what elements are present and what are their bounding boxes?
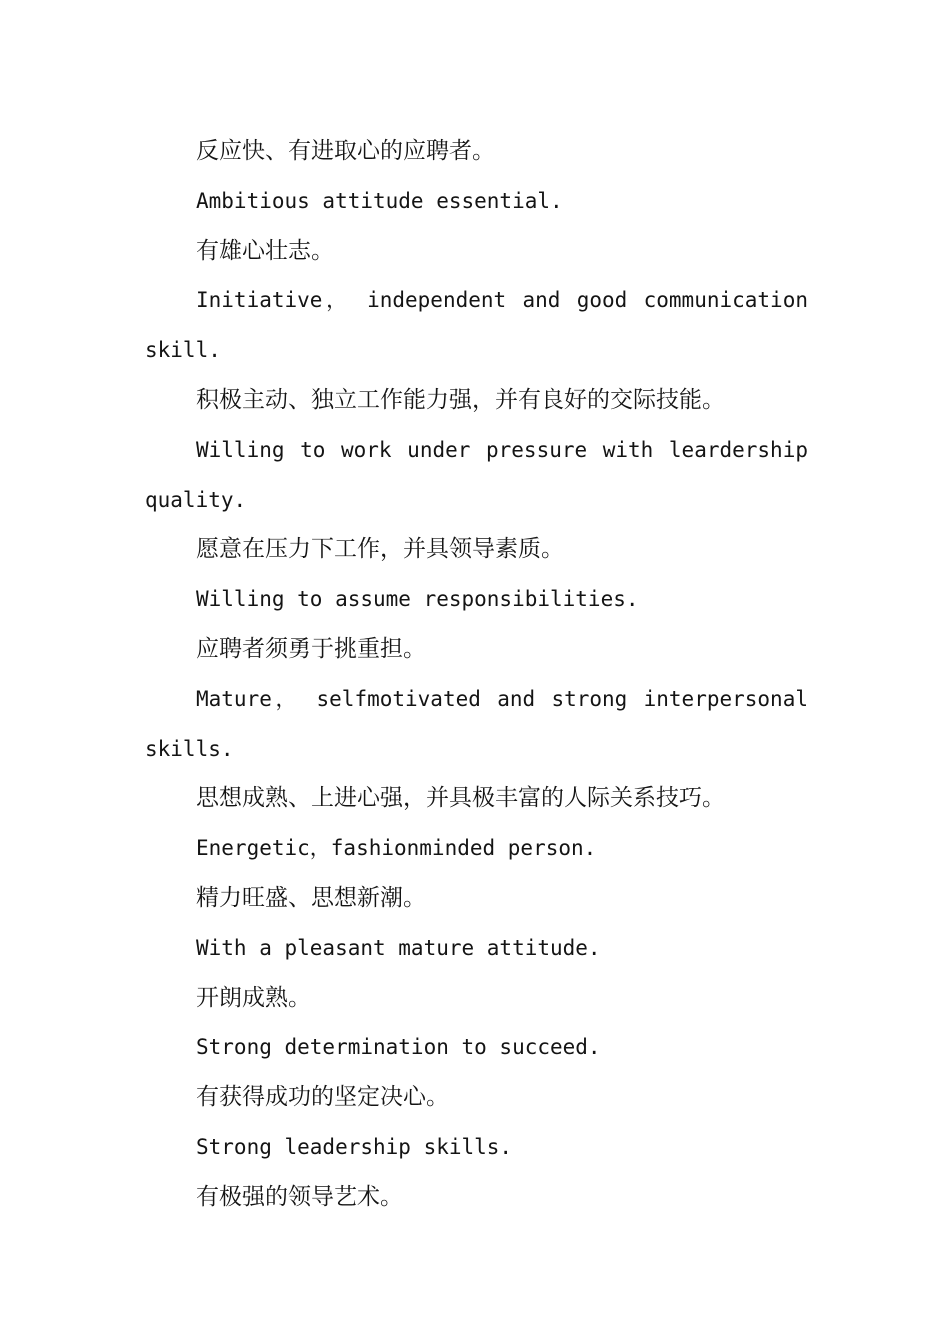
paragraph-en: Strong determination to succeed.: [196, 1035, 601, 1060]
paragraph-en: Ambitious attitude essential.: [196, 188, 563, 213]
paragraph-zh: 反应快、有进取心的应聘者。: [196, 138, 495, 164]
paragraph-zh: 有获得成功的坚定决心。: [196, 1084, 449, 1111]
paragraph-en: Strong leadership skills.: [196, 1134, 513, 1159]
paragraph-zh: 思想成熟、上进心强，并具极丰富的人际关系技巧。: [196, 785, 725, 812]
paragraph-zh: 应聘者须勇于挑重担。: [196, 635, 426, 662]
paragraph-zh: 精力旺盛、思想新潮。: [196, 884, 426, 911]
paragraph-en: Willing to work under pressure with leardership quality.: [145, 437, 808, 512]
paragraph-en: Energetic，fashionminded person.: [196, 836, 597, 861]
paragraph-zh: 有雄心壮志。: [196, 237, 334, 264]
paragraph-zh: 有极强的领导艺术。: [196, 1183, 403, 1210]
paragraph-zh: 开朗成熟。: [196, 984, 311, 1011]
paragraph-zh: 积极主动、独立工作能力强，并有良好的交际技能。: [196, 386, 725, 413]
paragraph-en: Willing to assume responsibilities.: [196, 587, 639, 612]
document-body: [145, 127, 808, 1223]
paragraph-en: Initiative， independent and good communication skill.: [145, 288, 808, 363]
paragraph-en: With a pleasant mature attitude.: [196, 935, 601, 960]
paragraph-en: Mature， selfmotivated and strong interpersonal skills.: [145, 686, 808, 761]
paragraph-zh: 愿意在压力下工作，并具领导素质。: [196, 536, 564, 563]
